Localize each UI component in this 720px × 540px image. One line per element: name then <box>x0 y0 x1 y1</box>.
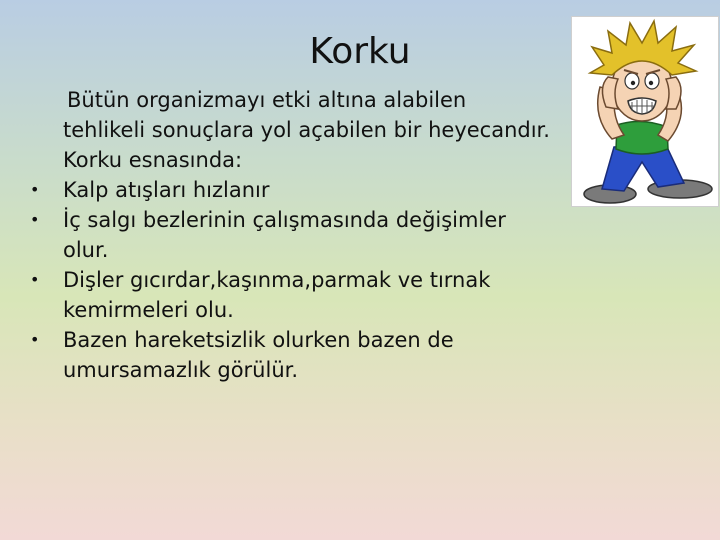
bullet-item <box>30 265 550 325</box>
shirt <box>616 121 668 154</box>
bullet-item <box>30 175 550 205</box>
intro-text: Bütün organizmayı etki altına alabilen tehlikeli sonuçlara yol açabilen bir heyecandır. <box>63 88 550 142</box>
scared-boy-illustration <box>571 16 719 207</box>
intro-subheading: Korku esnasında: <box>63 148 243 172</box>
bullet-dot: • <box>30 210 40 229</box>
bullet-item <box>30 205 550 265</box>
bullet-dot: • <box>30 270 40 289</box>
bullet-item <box>30 325 550 385</box>
scared-boy-icon <box>572 17 718 206</box>
slide-title: Korku <box>309 31 411 72</box>
bullet-text: Kalp atışları hızlanır <box>63 178 270 202</box>
bullet-list <box>30 175 550 385</box>
bullet-text: Bazen hareketsizlik olurken bazen de umursamazlık görülür. <box>63 328 454 382</box>
bullet-dot: • <box>30 330 40 349</box>
bullet-dot: • <box>30 180 40 199</box>
bullet-text: İç salgı bezlerinin çalışmasında değişimler olur. <box>63 208 506 262</box>
bullet-text: Dişler gıcırdar,kaşınma,parmak ve tırnak kemirmeleri olu. <box>63 268 491 322</box>
slide-body <box>30 85 550 385</box>
